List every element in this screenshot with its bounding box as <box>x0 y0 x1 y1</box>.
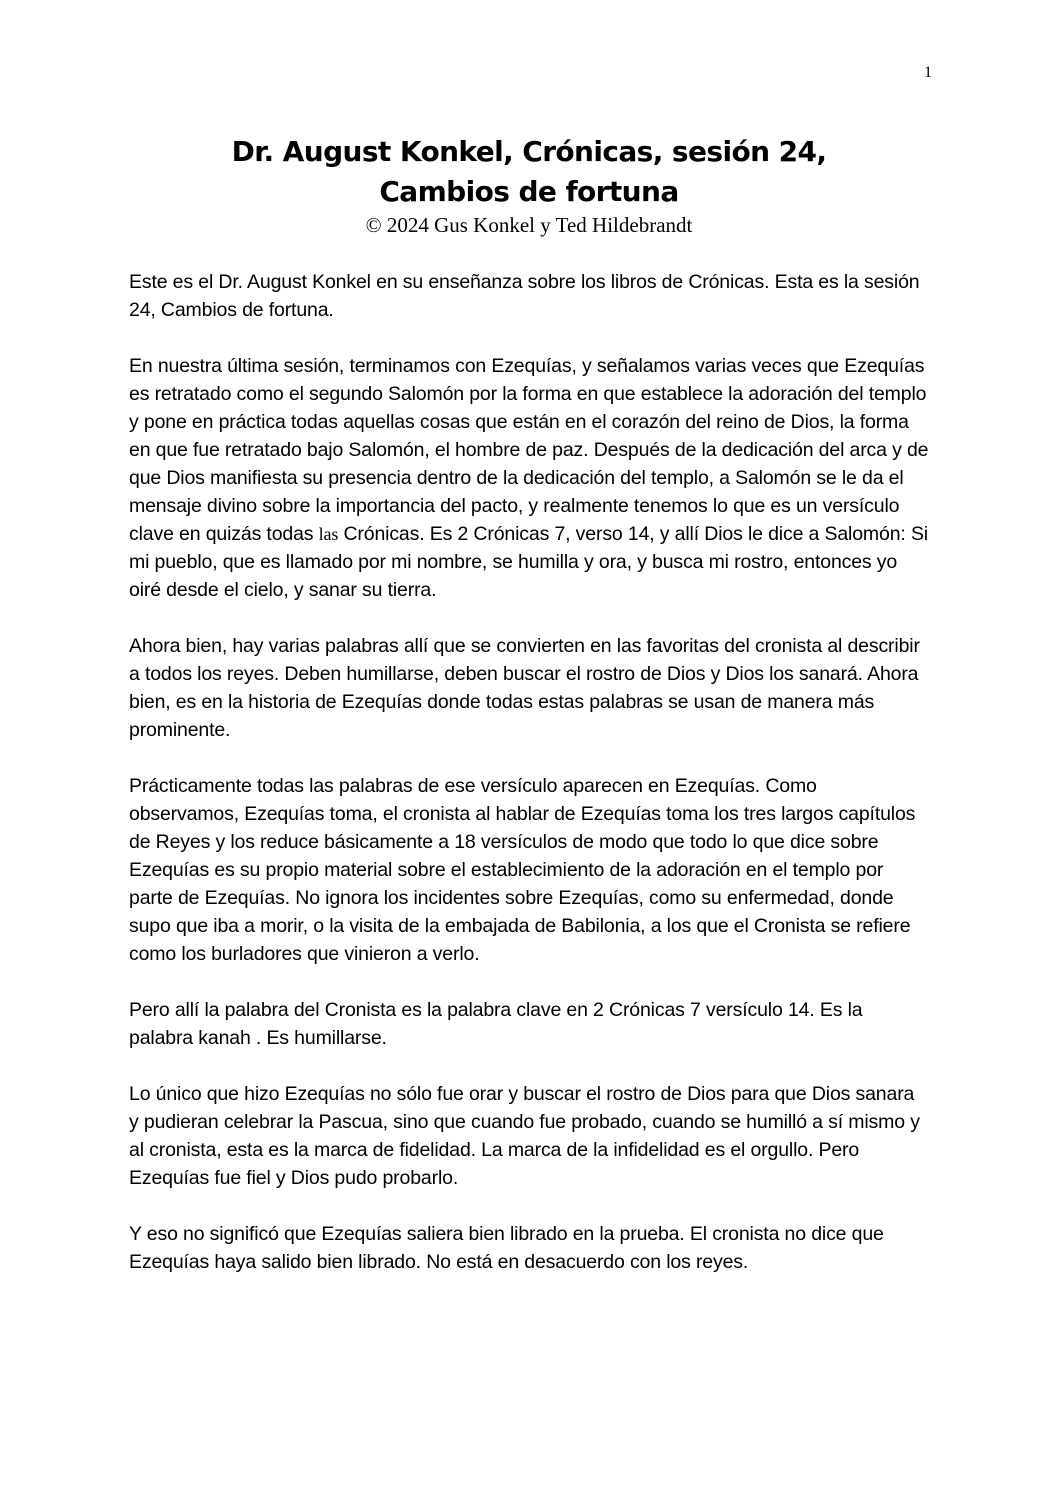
paragraph-2-text-a: En nuestra última sesión, terminamos con Ezequías, y señalamos varias veces que Ezequías es retratado como el segundo Salomón por la forma en que establece la adoración del templo y pone en práctica todas aquellas cosas que están en el corazón del reino de Dios, la forma en que fue retratado bajo Salomón, el hombre de paz. Después de la dedicación del arca y de que Dios manifiesta su presencia dentro de la dedicación del templo, a Salomón se le da el mensaje divino sobre la importancia del pacto, y realmente tenemos lo que es un versículo clave en quizás todas <box>129 355 929 545</box>
document-body <box>129 268 929 1304</box>
paragraph-6: Lo único que hizo Ezequías no sólo fue orar y buscar el rostro de Dios para que Dios sanara y pudieran celebrar la Pascua, sino que cuando fue probado, cuando se humilló a sí mismo y al cronista, esta es la marca de fidelidad. La marca de la infidelidad es el orgullo. Pero Ezequías fue fiel y Dios pudo probarlo. <box>129 1083 920 1189</box>
paragraph-2 <box>129 352 929 604</box>
paragraph-4: Prácticamente todas las palabras de ese versículo aparecen en Ezequías. Como observamos, Ezequías toma, el cronista al hablar de Ezequías toma los tres largos capítulos de Reyes y los reduce básicamente a 18 versículos de modo que todo lo que dice sobre Ezequías es su propio material sobre el establecimiento de la adoración en el templo por parte de Ezequías. No ignora los incidentes sobre Ezequías, como su enfermedad, donde supo que iba a morir, o la visita de la embajada de Babilonia, a los que el Cronista se refiere como los burladores que vinieron a verlo. <box>129 775 916 965</box>
copyright-notice: © 2024 Gus Konkel y Ted Hildebrandt <box>365 213 693 237</box>
paragraph-1: Este es el Dr. August Konkel en su enseñanza sobre los libros de Crónicas. Esta es la sesión 24, Cambios de fortuna. <box>129 271 920 321</box>
paragraph-3: Ahora bien, hay varias palabras allí que se convierten en las favoritas del cronista al describir a todos los reyes. Deben humillarse, deben buscar el rostro de Dios y Dios los sanará. Ahora bien, es en la historia de Ezequías donde todas estas palabras se usan de manera más prominente. <box>129 635 920 741</box>
document-title-line-2: Cambios de fortuna <box>379 175 679 208</box>
paragraph-7: Y eso no significó que Ezequías saliera bien librado en la prueba. El cronista no dice que Ezequías haya salido bien librado. No está en desacuerdo con los reyes. <box>129 1223 884 1273</box>
title-block <box>0 132 1058 238</box>
document-title-line-1: Dr. August Konkel, Crónicas, sesión 24, <box>231 135 827 168</box>
paragraph-2-text-b: Crónicas. Es 2 Crónicas 7, verso 14, y allí Dios le dice a Salomón: Si mi pueblo, que es llamado por mi nombre, se humilla y ora, y busca mi rostro, entonces yo oiré desde el cielo, y sanar su tierra. <box>129 523 928 601</box>
paragraph-2-serif-word: las <box>318 524 339 544</box>
page-number: 1 <box>924 64 932 81</box>
paragraph-5: Pero allí la palabra del Cronista es la palabra clave en 2 Crónicas 7 versículo 14. Es la palabra kanah . Es humillarse. <box>129 999 863 1049</box>
